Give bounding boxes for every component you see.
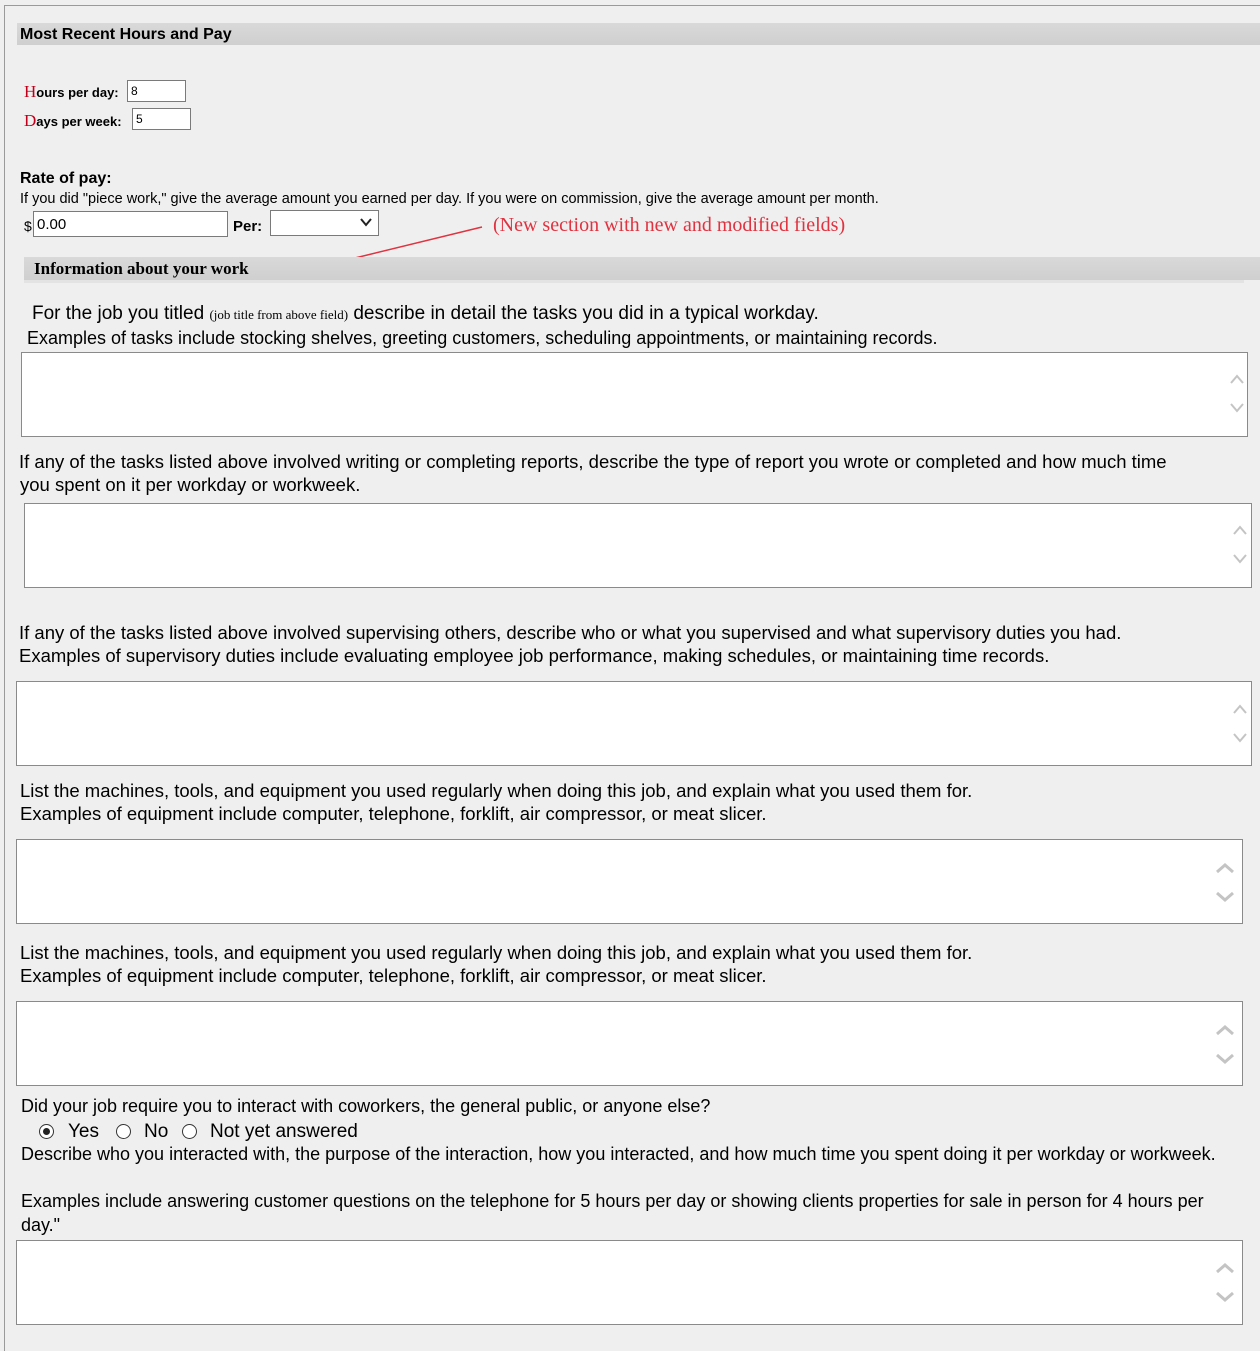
scroll-arrows-icon[interactable] xyxy=(1231,517,1249,577)
scroll-arrows-icon[interactable] xyxy=(1231,696,1249,756)
section-title: Information about your work xyxy=(34,259,249,278)
reports-question-line1: If any of the tasks listed above involved writing or completing reports, describe the type of report you wrote or completed and how much time xyxy=(19,451,1167,472)
rate-of-pay-heading: Rate of pay: xyxy=(20,170,112,187)
radio-no[interactable] xyxy=(116,1124,131,1139)
machines-textarea[interactable] xyxy=(16,839,1243,924)
tasks-question xyxy=(32,302,819,326)
days-per-week-input[interactable] xyxy=(132,108,191,130)
tasks-textarea[interactable] xyxy=(21,352,1248,437)
section-header-work-info xyxy=(24,257,1260,280)
pay-amount-input[interactable] xyxy=(33,211,228,237)
interact-examples: Examples include answering customer questions on the telephone for 5 hours per day or showing clients properties for sale in person for 4 hours per day." xyxy=(21,1191,1204,1235)
reports-textarea[interactable] xyxy=(24,503,1252,588)
tasks-examples-b: maintaining records. xyxy=(775,328,938,348)
tasks-text-a: For the job you titled xyxy=(32,303,205,324)
hours-label-text: ours per day: xyxy=(36,85,119,100)
days-initial: D xyxy=(24,111,37,130)
interact-question: Did your job require you to interact with coworkers, the general public, or anyone else? xyxy=(21,1096,711,1116)
machines-question-line2: Examples of equipment include computer, telephone, forklift, air compressor, or meat slicer. xyxy=(20,965,767,986)
hours-per-day-label xyxy=(24,82,119,102)
machines-question-line1: List the machines, tools, and equipment you used regularly when doing this job, and explain what you used them for. xyxy=(20,780,973,801)
machines-textarea[interactable] xyxy=(16,1001,1243,1086)
radio-yes[interactable] xyxy=(39,1124,54,1139)
scroll-arrows-icon[interactable] xyxy=(1228,366,1246,426)
scroll-arrows-icon[interactable] xyxy=(1216,1255,1234,1315)
radio-not-yet-answered-label: Not yet answered xyxy=(210,1121,358,1142)
machines-question-line1: List the machines, tools, and equipment you used regularly when doing this job, and explain what you used them for. xyxy=(20,942,973,963)
reports-question-line2: you spent on it per workday or workweek. xyxy=(20,474,361,495)
radio-no-label: No xyxy=(144,1121,169,1142)
tasks-examples-a: Examples of tasks include stocking shelves, greeting customers, scheduling appointments, or xyxy=(27,328,771,348)
days-label-text: ays per week: xyxy=(36,114,122,129)
section-header-hours-pay xyxy=(17,23,1260,45)
annotation-note: (New section with new and modified fields) xyxy=(493,214,846,236)
interact-description: Describe who you interacted with, the purpose of the interaction, how you interacted, and how much time you spent doing it per workday or workweek. xyxy=(21,1144,1216,1164)
section-title: Most Recent Hours and Pay xyxy=(20,26,232,43)
radio-not-yet-answered[interactable] xyxy=(182,1124,197,1139)
supervise-question-line2: Examples of supervisory duties include evaluating employee job performance, making schedules, or maintaining time records. xyxy=(19,645,1050,666)
interact-textarea[interactable] xyxy=(16,1240,1243,1325)
tasks-examples xyxy=(27,327,938,350)
job-title-placeholder: (job title from above field) xyxy=(209,307,349,322)
scroll-arrows-icon[interactable] xyxy=(1216,855,1234,915)
hours-initial: H xyxy=(24,82,37,101)
scroll-arrows-icon[interactable] xyxy=(1216,1017,1234,1077)
machines-question-line2: Examples of equipment include computer, telephone, forklift, air compressor, or meat slicer. xyxy=(20,803,767,824)
tasks-text-c: describe in detail the tasks you did in a typical workday. xyxy=(353,303,819,324)
rate-of-pay-instructions: If you did "piece work," give the average amount you earned per day. If you were on commission, give the average amount per month. xyxy=(20,191,879,207)
days-per-week-label xyxy=(24,111,122,131)
supervise-textarea[interactable] xyxy=(16,681,1252,766)
hours-per-day-input[interactable] xyxy=(127,80,186,102)
per-label: Per: xyxy=(233,218,263,235)
radio-yes-label: Yes xyxy=(68,1121,99,1142)
currency-symbol: $ xyxy=(24,218,32,234)
supervise-question-line1: If any of the tasks listed above involved supervising others, describe who or what you supervised and what supervisory duties you had. xyxy=(19,622,1122,643)
section-divider xyxy=(24,280,1244,283)
